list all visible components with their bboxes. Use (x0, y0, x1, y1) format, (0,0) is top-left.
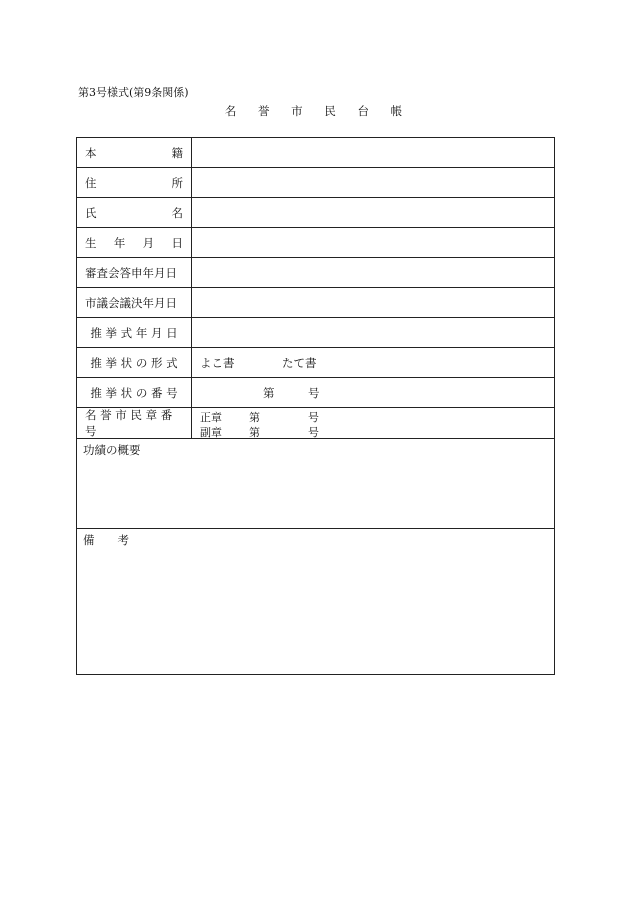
document-title: 名 誉 市 民 台 帳 (224, 104, 412, 118)
row-honseki (77, 138, 554, 168)
field-certificate-number[interactable] (192, 378, 554, 407)
block-achievements[interactable] (77, 439, 554, 529)
remarks-heading-a: 備 (83, 533, 95, 547)
form-number: 第3号様式(第9条関係) (78, 86, 189, 99)
field-address[interactable] (192, 168, 554, 197)
label-address-a: 住 (85, 175, 97, 190)
badge-sub-dai: 第 (249, 426, 260, 439)
label-recommend-date (77, 318, 192, 347)
row-birth (77, 228, 554, 258)
field-name[interactable] (192, 198, 554, 227)
cert-go: 号 (308, 385, 320, 400)
badge-sub-label: 副章 (200, 426, 222, 439)
label-birth-2: 年 (113, 235, 126, 250)
register-table (76, 137, 555, 675)
row-badge-number (77, 408, 554, 439)
remarks-heading (83, 532, 129, 548)
cert-dai: 第 (263, 385, 275, 400)
row-certificate-form (77, 348, 554, 378)
label-birth (77, 228, 192, 257)
remarks-heading-b: 考 (117, 533, 129, 547)
label-certificate-number-text: 推 挙 状 の 番 号 (90, 385, 178, 400)
label-name (77, 198, 192, 227)
badge-main-dai: 第 (249, 411, 260, 424)
field-honseki[interactable] (192, 138, 554, 167)
label-badge-number-text: 名 誉 市 民 章 番 号 (85, 408, 173, 438)
row-recommend-date (77, 318, 554, 348)
label-certificate-form (77, 348, 192, 377)
label-council-reply (77, 258, 192, 287)
label-certificate-number (77, 378, 192, 407)
label-assembly-vote (77, 288, 192, 317)
label-honseki (77, 138, 192, 167)
label-assembly-vote-text: 市議会議決年月日 (85, 295, 177, 310)
field-assembly-vote[interactable] (192, 288, 554, 317)
label-recommend-date-text: 推 挙 式 年 月 日 (90, 325, 178, 340)
row-council-reply (77, 258, 554, 288)
option-tate[interactable]: たて書 (282, 355, 317, 370)
field-recommend-date[interactable] (192, 318, 554, 347)
field-badge-number[interactable] (192, 408, 554, 438)
option-yoko[interactable]: よこ書 (200, 355, 235, 370)
row-assembly-vote (77, 288, 554, 318)
row-name (77, 198, 554, 228)
row-address (77, 168, 554, 198)
label-birth-1: 生 (85, 235, 97, 250)
field-council-reply[interactable] (192, 258, 554, 287)
label-address-b: 所 (171, 175, 183, 190)
badge-main-go: 号 (308, 411, 319, 424)
label-honseki-b: 籍 (171, 145, 183, 160)
label-birth-4: 日 (171, 235, 183, 250)
block-remarks[interactable] (77, 529, 554, 674)
badge-main-label: 正章 (200, 411, 222, 424)
label-address (77, 168, 192, 197)
badge-sub-go: 号 (308, 426, 319, 439)
field-birth[interactable] (192, 228, 554, 257)
field-certificate-form (192, 348, 554, 377)
achievements-heading: 功績の概要 (83, 443, 141, 457)
label-badge-number (77, 408, 192, 438)
label-birth-3: 月 (142, 235, 155, 250)
label-name-a: 氏 (85, 205, 97, 220)
label-certificate-form-text: 推 挙 状 の 形 式 (90, 355, 178, 370)
label-council-reply-text: 審査会答申年月日 (85, 265, 177, 280)
label-name-b: 名 (171, 205, 183, 220)
row-certificate-number (77, 378, 554, 408)
label-honseki-a: 本 (85, 145, 97, 160)
